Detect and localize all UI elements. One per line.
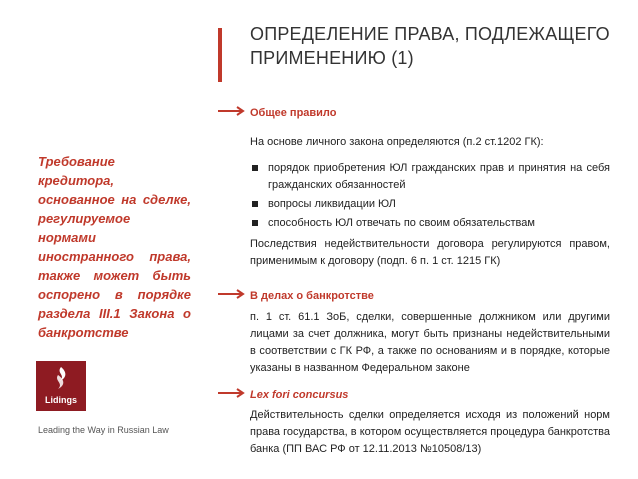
- arrow-right-icon: [218, 388, 248, 398]
- arrow-right-icon: [218, 106, 248, 116]
- section-heading-bankruptcy: В делах о банкротстве: [250, 290, 374, 302]
- section-text: Действительность сделки определяется исходя из положений норм права государства, в котором осуществляется процедура банкротства банка (ПП ВАС РФ от 12.11.2013 №10508/13): [250, 409, 610, 455]
- arrow-right-icon: [218, 289, 248, 299]
- list-item: вопросы ликвидации ЮЛ: [250, 196, 610, 213]
- section-outro: Последствия недействительности договора регулируются правом, применимым к договору (подп. 6 п. 1 ст. 1215 ГК): [250, 238, 610, 267]
- tagline: Leading the Way in Russian Law: [38, 425, 169, 435]
- section-intro: На основе личного закона определяются (п.2 ст.1202 ГК):: [250, 136, 544, 148]
- section-text: п. 1 ст. 61.1 ЗоБ, сделки, совершенные должником или другими лицами за счет должника, могут быть признаны недействительными в соответствии с ГК РФ, а также по основаниям и в порядке, которые указаны в названном Федеральном законе: [250, 311, 610, 374]
- title-accent-bar: [218, 28, 222, 82]
- page-title: ОПРЕДЕЛЕНИЕ ПРАВА, ПОДЛЕЖАЩЕГО ПРИМЕНЕНИЮ (1): [250, 24, 610, 68]
- section-heading-general: Общее правило: [250, 107, 337, 119]
- side-note: Требование кредитора, основанное на сделке, регулируемое нормами иностранного права, также может быть оспорено в порядке раздела III.1 Закона о банкротстве: [38, 154, 191, 340]
- list-item: порядок приобретения ЮЛ гражданских прав и принятия на себя гражданских обязанностей: [250, 160, 610, 194]
- logo-text: Lidings: [45, 395, 77, 405]
- rules-list: [250, 160, 610, 234]
- list-item: способность ЮЛ отвечать по своим обязательствам: [250, 215, 610, 232]
- section-heading-lex-fori: Lex fori concursus: [250, 389, 349, 401]
